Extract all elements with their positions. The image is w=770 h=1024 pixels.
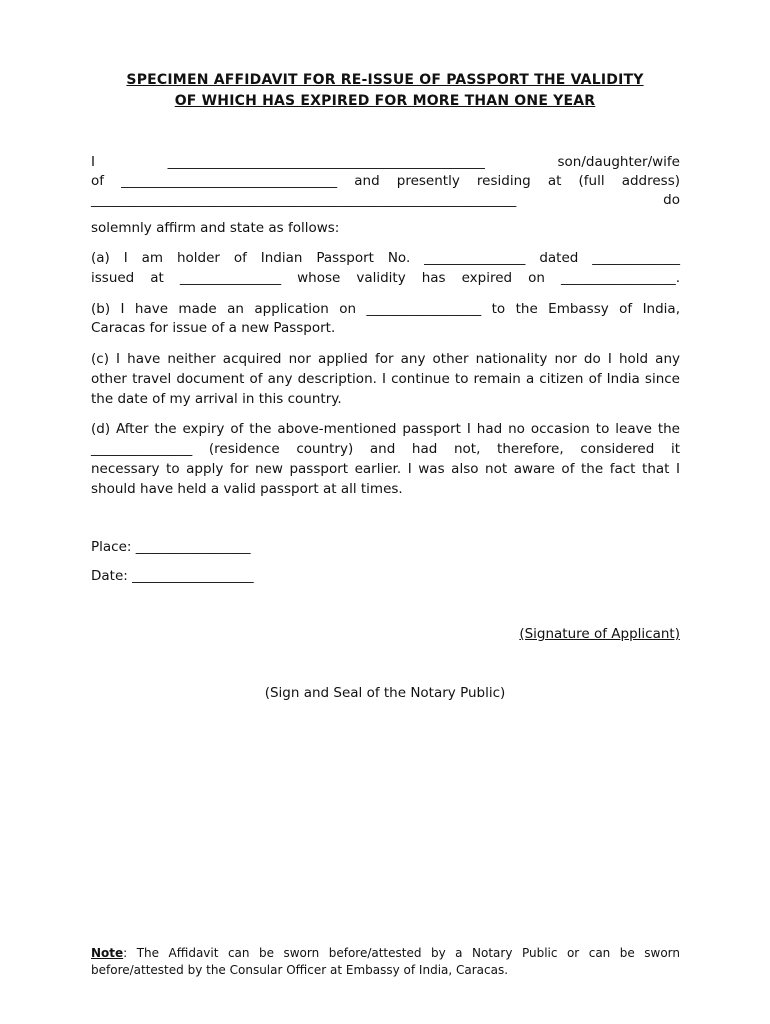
para-a-line-1: (a) I am holder of Indian Passport No. _______________ dated _____________: [91, 250, 680, 266]
para-d-line-2: _______________ (residence country) and had not, therefore, considered it: [91, 441, 680, 457]
para-d-line-4: should have held a valid passport at all times.: [91, 481, 403, 497]
para-c-line-2: other travel document of any description. I continue to remain a citizen of India since: [91, 371, 680, 387]
note-line-1-text: : The Affidavit can be sworn before/attested by a Notary Public or can be sworn: [123, 946, 680, 960]
para-d-line-1: (d) After the expiry of the above-mentioned passport I had no occasion to leave the: [91, 421, 680, 437]
notary-sign-seal: (Sign and Seal of the Notary Public): [264, 685, 506, 701]
intro-line-2: of ________________________________ and presently residing at (full address): [91, 173, 680, 189]
signature-of-applicant: (Signature of Applicant): [519, 626, 680, 642]
para-c-line-3: the date of my arrival in this country.: [91, 391, 342, 407]
para-c-line-1: (c) I have neither acquired nor applied for any other nationality nor do I hold any: [91, 351, 680, 367]
place-field: Place: _________________: [91, 539, 251, 555]
note-line-2: before/attested by the Consular Officer at Embassy of India, Caracas.: [91, 963, 509, 977]
note-label: Note: [91, 946, 124, 960]
intro-line-3: _______________________________________________________________ do: [91, 192, 680, 208]
para-b-line-2: Caracas for issue of a new Passport.: [91, 320, 336, 336]
intro-line-4: solemnly affirm and state as follows:: [91, 220, 340, 236]
para-b-line-1: (b) I have made an application on _________________ to the Embassy of India,: [91, 301, 680, 317]
intro-line-1: I _______________________________________________ son/daughter/wife: [91, 154, 680, 170]
document-title-line-1: SPECIMEN AFFIDAVIT FOR RE-ISSUE OF PASSPORT THE VALIDITY: [126, 72, 644, 88]
para-a-line-2: issued at _______________ whose validity has expired on _________________.: [91, 270, 680, 286]
date-field: Date: __________________: [91, 568, 254, 584]
document-title-line-2: OF WHICH HAS EXPIRED FOR MORE THAN ONE YEAR: [174, 93, 596, 109]
para-d-line-3: necessary to apply for new passport earlier. I was also not aware of the fact that I: [91, 461, 680, 477]
note-line-1: [91, 945, 680, 962]
